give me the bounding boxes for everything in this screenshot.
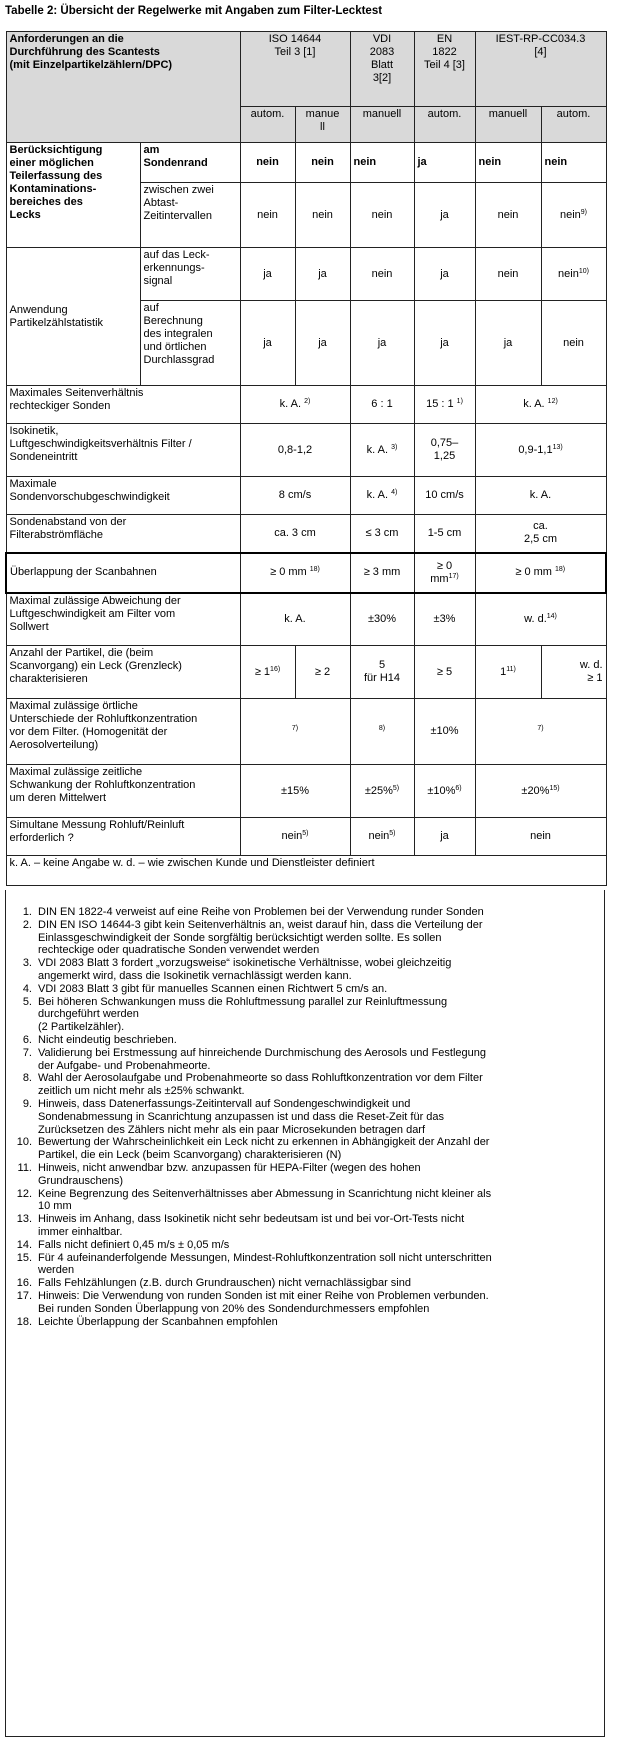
footnote-line: Grundrauschens) [38,1174,123,1187]
row-simultan [6,818,606,856]
footnote-item [6,1188,604,1214]
cell-value: nein [240,143,295,183]
footnote-number: 2. [22,918,32,931]
row-ueberlappung [6,553,606,593]
row-seitenverhaeltnis [6,386,606,424]
footnote-number: 1. [22,906,32,918]
cell-value [414,553,475,593]
value-line: 0,75– [430,437,459,449]
footnote-item [6,1162,604,1188]
footnote-ref: 3) [391,443,398,451]
cell-value: ja [295,248,350,301]
row-vorschub [6,477,606,515]
footnote-ref: 18) [309,566,320,573]
row-isokinetik [6,424,606,477]
mode-vdi-manual: manuell [350,107,414,143]
cell-value: ±15% [240,765,350,818]
cell-value: ja [414,183,475,248]
value-text: nein [559,208,581,221]
footnote-line: DIN EN 1822-4 verweist auf eine Reihe von Problemen bei der Verwendung runder Sonden [38,906,484,918]
cell-value: ja [414,143,475,183]
label-isokinetik [6,424,240,477]
header-iest [475,32,606,107]
value-text: 0,9-1,1 [518,443,553,456]
sub-line: Abtast- [143,197,179,209]
label-line: Filterabströmfläche [9,529,104,541]
cell-value: 6 : 1 [350,386,414,424]
label-line: vor dem Filter. (Homogenität der [9,726,168,738]
header-en [414,32,475,107]
footnote-line: Zurücksetzen des Zählers nicht mehr als ein paar Microsekunden betragen darf [38,1123,426,1136]
sub-sondenrand [140,143,240,183]
footnote-line: Nicht eindeutig beschrieben. [38,1033,177,1046]
footnote-number: 7. [22,1046,32,1059]
mode-iest-manual: manuell [475,107,541,143]
value-text: w. d. [524,612,547,625]
row-zeitlich [6,765,606,818]
label-line: Anzahl der Partikel, die (beim [9,647,154,659]
footnote-number: 6. [22,1033,32,1046]
sub-signal [140,248,240,301]
label-line: um deren Mittelwert [9,792,107,804]
footnote-ref: 7) [291,725,299,732]
footnote-line: Partikel, die ein Leck (beim Scanvorgang) charakterisieren (N) [38,1149,342,1162]
value-text: k. A. [523,398,545,410]
value-line: ≥ 0 [436,559,453,572]
footnote-number: 3. [22,957,32,970]
footnote-number: 9. [22,1097,32,1110]
cell-value: ja [414,248,475,301]
sub-line: Zeitintervallen [143,210,212,222]
cell-value: ja [240,248,295,301]
value-text: mm [430,572,449,585]
value-line: w. d. [579,659,603,671]
cell-value: ja [295,301,350,386]
footnote-ref: 16) [270,665,281,673]
footnotes-box [5,890,605,1737]
cell-value: nein [475,818,606,856]
label-line: Maximal zulässige Abweichung der [9,594,181,607]
label-line: Sollwert [9,620,49,633]
footnote-ref: 5) [389,830,396,837]
footnote-ref: 9) [580,208,588,216]
label-abstand [6,515,240,553]
cell-value: nein [295,183,350,248]
label-line: Schwankung der Rohluftkonzentration [9,779,196,791]
label-line: Maximal zulässige zeitliche [9,766,143,778]
value-line: 5 [378,659,386,671]
cell-value: 10 cm/s [414,477,475,515]
footnote-ref: 5) [302,830,309,837]
footnote-item [6,1277,604,1290]
footnote-line: angemerkt wird, dass die Isokinetik vernachlässigt werden kann. [38,969,352,982]
sub-line: auf das Leck- [143,249,210,261]
cell-value [240,699,350,765]
footnote-line: Wahl der Aerosolaufgabe und Probenahmeorte so dass Rohluftkonzentration vor dem Filter [38,1072,483,1085]
header-vdi [350,32,414,107]
regelwerke-table [5,31,607,886]
label-line: rechteckiger Sonden [9,400,111,412]
footnote-ref: 6) [455,784,462,792]
footnote-line: Für 4 aufeinanderfolgende Messungen, Mindest-Rohluftkonzentration soll nicht unterschritten [38,1251,492,1264]
value-text: k. A. [279,398,302,410]
footnote-line: Falls nicht definiert 0,45 m/s ± 0,05 m/s [38,1238,230,1251]
cell-value [475,386,606,424]
label-line: charakterisieren [9,673,88,685]
sub-intervall [140,183,240,248]
cell-value [475,515,606,553]
value-text: ≥ 0 mm [270,566,307,578]
footnote-number: 13. [16,1213,32,1226]
label-vorschub [6,477,240,515]
footnote-item [6,906,604,919]
footnote-number: 12. [16,1187,32,1200]
footnote-item [6,1252,604,1278]
cell-value: ca. 3 cm [240,515,350,553]
footnote-item [6,983,604,996]
label-line: Luftgeschwindigkeit am Filter vom [9,607,176,620]
label-line: einer möglichen [9,157,94,169]
sub-line: und örtlichen [143,341,207,353]
footnote-number: 11. [17,1161,32,1174]
mode-line: ll [320,121,325,133]
footnote-item [6,1136,604,1162]
header-req-line: (mit Einzelpartikelzählern/DPC) [9,59,173,71]
cell-value [350,424,414,477]
cell-value: ja [414,818,475,856]
cell-value [475,646,541,699]
label-line: Teilerfassung des [9,170,103,182]
label-line: Sondenvorschubgeschwindigkeit [9,491,170,503]
cell-value [475,593,606,646]
header-iso-line: ISO 14644 [268,33,322,45]
footnote-item [6,919,604,957]
cell-value [414,386,475,424]
header-vdi-line: Blatt [370,59,393,71]
cell-value [414,424,475,477]
label-line: Maximales Seitenverhältnis [9,387,144,399]
label-line: erforderlich ? [9,832,74,844]
header-en-line: 1822 [432,46,457,58]
label-simultan [6,818,240,856]
cell-value [350,765,414,818]
footnote-line: zeitlich um nicht mehr als ±25% schwankt. [38,1085,245,1098]
label-line: Luftgeschwindigkeitsverhältnis Filter / [9,438,192,450]
row-berueck-sondenrand [6,143,606,183]
label-line: Maximale [9,478,57,490]
footnotes-list [6,906,604,1328]
cell-value: nein [475,143,541,183]
footnote-ref: 13) [552,443,563,451]
footnote-item [6,1290,604,1316]
footnote-item [6,996,604,1034]
footnote-line: VDI 2083 Blatt 3 fordert „vorzugsweise“ isokinetische Verhältnisse, wobei gleichzeitig [38,957,452,970]
footnote-line: Keine Begrenzung des Seitenverhältnisses aber Abmessung in Scanrichtung nicht kleiner als [38,1187,492,1200]
footnote-number: 14. [16,1238,32,1251]
footnote-item [6,1047,604,1073]
cell-value [414,765,475,818]
label-ueberlappung: Überlappung der Scanbahnen [6,553,240,593]
header-iso [240,32,350,107]
label-line: Unterschiede der Rohluftkonzentration [9,713,198,725]
footnote-line: DIN EN ISO 14644-3 gibt kein Seitenverhältnis an, weist darauf hin, dass die Verteilung der [38,918,483,931]
footnote-ref: 5) [392,784,400,792]
label-line: Berücksichtigung [9,144,103,156]
footnote-ref: 14) [546,612,557,620]
cell-value: ≤ 3 cm [350,515,414,553]
footnote-line: Einlassgeschwindigkeit der Sonde sorgfältig berücksichtigt werden sollte. Es sollen [38,931,442,944]
sub-line: auf [143,302,159,314]
footnote-number: 16. [16,1277,32,1290]
label-line: Partikelzählstatistik [9,316,104,329]
value-text: ±25% [364,784,393,797]
label-line: Lecks [9,209,41,221]
label-line: Anwendung [9,303,68,316]
row-legend [6,856,606,886]
value-text: nein [558,267,579,280]
value-text: 15 : 1 [426,398,454,410]
cell-value: k. A. [475,477,606,515]
footnote-ref: 10) [578,267,589,275]
sub-line: erkennungs- [143,262,205,274]
footnote-item [6,1072,604,1098]
label-line: Isokinetik, [9,425,59,437]
cell-value: ≥ 2 [295,646,350,699]
footnote-number: 5. [22,995,32,1008]
footnote-ref: 12) [547,398,558,405]
label-line: Maximal zulässige örtliche [9,700,138,712]
cell-value [475,424,606,477]
header-requirements [6,32,240,143]
cell-value: nein [475,248,541,301]
footnote-number: 15. [16,1251,32,1264]
header-req-line: Durchführung des Scantests [9,46,160,58]
footnote-ref: 15) [549,784,560,792]
footnote-line: Hinweis, nicht anwendbar bzw. anzupassen für HEPA-Filter (wegen des hohen [38,1161,421,1174]
cell-value: ±30% [350,593,414,646]
sub-line: Durchlassgrad [143,354,215,366]
cell-value [541,248,606,301]
footnote-item [6,1213,604,1239]
label-line: Aerosolverteilung) [9,739,99,751]
label-anzahl [6,646,240,699]
footnote-ref: 2) [304,398,311,405]
footnote-line: werden [38,1264,75,1277]
header-iest-line: IEST-RP-CC034.3 [495,33,586,45]
footnote-line: Bei runden Sonden Überlappung von 20% des Sondendurchmessers empfohlen [38,1302,430,1315]
cell-value: k. A. [240,593,350,646]
footnote-ref: 17) [448,572,459,580]
cell-value: nein [475,183,541,248]
cell-value: nein [541,143,606,183]
label-abweichung [6,593,240,646]
label-berueck [6,143,140,248]
footnote-line: Validierung bei Erstmessung auf hinreichende Durchmischung des Aerosols und Festlegung [38,1046,487,1059]
value-line: 2,5 cm [523,533,557,546]
table-caption: Tabelle 2: Übersicht der Regelwerke mit Angaben zum Filter-Lecktest [5,5,383,17]
label-line: bereiches des [9,196,83,208]
footnote-line: der Aufgabe- und Probenahmeorte. [38,1059,211,1072]
footnote-item [6,957,604,983]
cell-value: nein [350,143,414,183]
footnote-line: Falls Fehlzählungen (z.B. durch Grundrauschen) nicht vernachlässigbar sind [38,1277,411,1290]
footnote-number: 8. [22,1072,32,1085]
footnote-line: Hinweis im Anhang, dass Isokinetik nicht sehr bedeutsam ist und bei vor-Ort-Tests nicht [38,1213,465,1226]
cell-value: ≥ 5 [414,646,475,699]
cell-value [350,646,414,699]
value-text: nein [281,830,303,842]
mode-en-auto: autom. [414,107,475,143]
cell-value: nein [240,183,295,248]
cell-value: ≥ 3 mm [350,553,414,593]
cell-value [240,386,350,424]
sub-line: des integralen [143,328,213,340]
label-zeitlich [6,765,240,818]
footnote-number: 4. [22,982,32,995]
footnote-number: 18. [16,1315,32,1328]
footnote-line: VDI 2083 Blatt 3 gibt für manuelles Scannen einen Richtwert 5 cm/s an. [38,982,388,995]
cell-value: ±10% [414,699,475,765]
value-line [418,573,472,586]
cell-value [541,183,606,248]
value-text: k. A. [366,489,389,501]
cell-value: ±3% [414,593,475,646]
value-line: 1,25 [433,450,456,462]
footnote-line: Hinweis, dass Datenerfassungs-Zeitintervall auf Sondengeschwindigkeit und [38,1097,411,1110]
sub-line: Sondenrand [143,157,208,169]
mode-line: manue [305,108,340,120]
footnote-line: Bei höheren Schwankungen muss die Rohluftmessung parallel zur Reinluftmessung [38,995,448,1008]
value-text: ≥ 0 mm [515,566,552,578]
value-text: 1 [500,665,507,678]
mode-iest-auto: autom. [541,107,606,143]
footnote-line: Sondenabmessung in Scanrichtung anzupassen ist und dass die Reset-Zeit für das [38,1110,445,1123]
footnote-ref: 8) [378,725,386,732]
mode-iso-auto: autom. [240,107,295,143]
footnote-ref: 11) [506,665,516,673]
footnote-item [6,1316,604,1329]
header-row [6,32,606,107]
value-text: ±10% [427,784,456,797]
footnote-number: 17. [16,1289,32,1302]
footnote-line: durchgeführt werden [38,1008,139,1021]
cell-value [240,646,295,699]
legend: k. A. – keine Angabe w. d. – wie zwischen Kunde und Dienstleister definiert [6,856,606,886]
footnote-item [6,1034,604,1047]
row-sondenabstand [6,515,606,553]
header-iest-line: [4] [534,46,547,58]
value-text: nein [368,830,390,842]
sub-durchlass [140,301,240,386]
sub-line: zwischen zwei [143,184,214,196]
sub-line: Berechnung [143,315,203,327]
value-text: k. A. [366,443,389,456]
row-abweichung [6,593,606,646]
cell-value [475,699,606,765]
value-line: ≥ 1 [587,672,603,684]
header-iso-line: Teil 3 [1] [274,46,316,58]
cell-value: 1-5 cm [414,515,475,553]
row-oertlich [6,699,606,765]
row-anwendung-signal [6,248,606,301]
footnote-line: (2 Partikelzähler). [38,1021,125,1034]
cell-value: nein [350,183,414,248]
header-en-line: Teil 4 [3] [424,59,465,71]
header-en-line: EN [436,33,453,45]
label-line: Scanvorgang) ein Leck (Grenzleck) [9,660,182,672]
label-seiten [6,386,240,424]
value-text: ±20% [521,784,550,797]
cell-value: ja [350,301,414,386]
label-line: Simultane Messung Rohluft/Reinluft [9,819,185,831]
footnote-line: immer einhaltbar. [38,1225,123,1238]
label-anwendung [6,248,140,386]
sub-line: am [143,144,160,156]
label-line: Kontaminations- [9,183,97,195]
footnote-item [6,1098,604,1136]
footnote-line: Leichte Überlappung der Scanbahnen empfohlen [38,1315,278,1328]
cell-value [350,699,414,765]
label-line: Sondeneintritt [9,451,78,463]
footnote-number: 10. [16,1136,32,1149]
cell-value: nein [295,143,350,183]
footnote-line: 10 mm [38,1200,72,1213]
value-text: ≥ 1 [254,665,271,678]
row-anzahl [6,646,606,699]
header-req-line: Anforderungen an die [9,33,124,45]
footnote-line: Hinweis: Die Verwendung von runden Sonden ist mit einer Reihe von Problemen verbunden. [38,1289,489,1302]
header-vdi-line: VDI [372,33,392,45]
cell-value: ja [240,301,295,386]
header-vdi-line: 3[2] [372,72,392,84]
cell-value: nein [350,248,414,301]
footnote-line: rechteckige oder quadratische Sonden verwendet werden [38,944,320,957]
cell-value [240,818,350,856]
label-oertlich [6,699,240,765]
regelwerke-table-container [5,31,605,886]
label-line: Sondenabstand von der [9,516,127,528]
cell-value [240,553,350,593]
footnote-item [6,1239,604,1252]
cell-value [350,818,414,856]
cell-value [541,646,606,699]
footnote-ref: 4) [391,489,398,496]
header-vdi-line: 2083 [369,46,395,58]
cell-value [475,553,606,593]
footnote-ref: 1) [456,398,463,405]
footnote-ref: 18) [555,566,566,573]
footnote-line: Bewertung der Wahrscheinlichkeit ein Leck nicht zu erkennen in Abhängigkeit der Anzahl der [38,1136,490,1149]
footnote-ref: 7) [537,725,544,732]
mode-iso-manual [295,107,350,143]
value-line: ca. [533,520,548,533]
sub-line: signal [143,275,173,287]
value-line: für H14 [363,672,401,684]
cell-value [475,765,606,818]
cell-value: ja [475,301,541,386]
cell-value: 8 cm/s [240,477,350,515]
cell-value [350,477,414,515]
cell-value: ja [414,301,475,386]
cell-value: nein [541,301,606,386]
cell-value: 0,8-1,2 [240,424,350,477]
